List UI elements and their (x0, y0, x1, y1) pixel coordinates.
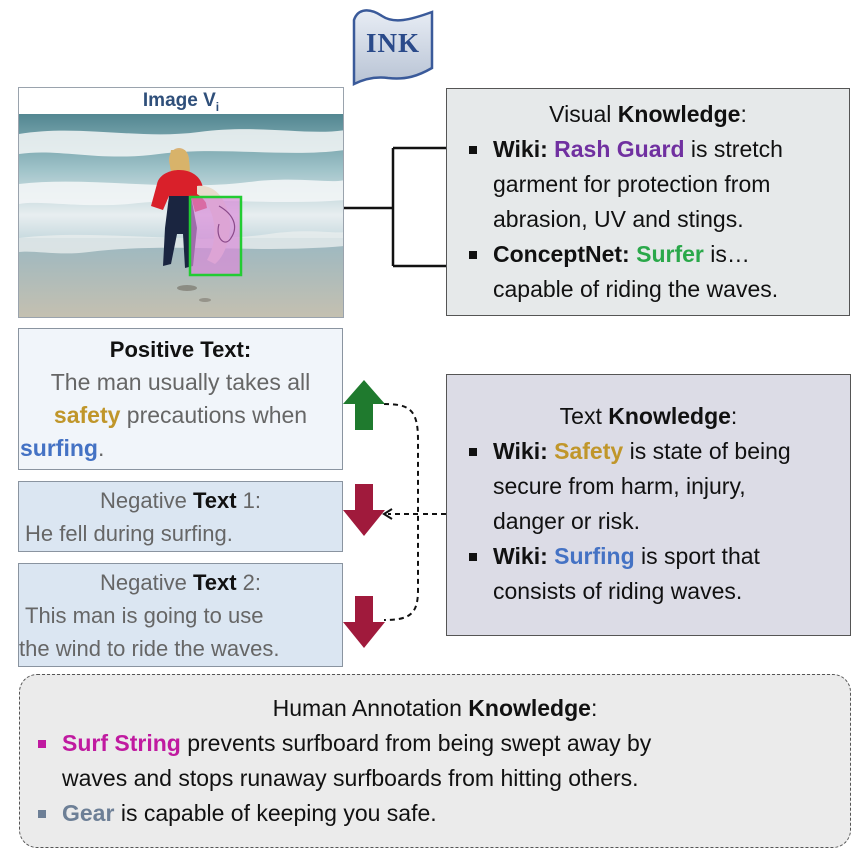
positive-text-safety-word: safety (53, 402, 121, 428)
knowledge-source: Wiki: (493, 136, 548, 162)
knowledge-text: waves and stops runaway surfboards from hitting others. (62, 765, 639, 791)
knowledge-text: danger or risk. (493, 508, 641, 534)
human-knowledge-heading-bold: Knowledge (468, 695, 591, 721)
visual-knowledge-heading-bold: Knowledge (617, 101, 741, 127)
image-title-subscript: i (215, 99, 220, 114)
negative-text-2-line: the wind to ride the waves. (19, 636, 280, 661)
negative-text-2-line: This man is going to use (25, 603, 264, 628)
positive-text-line: precautions when (120, 402, 308, 428)
image-title (19, 88, 343, 114)
knowledge-term-rash-guard: Rash Guard (554, 136, 685, 162)
knowledge-term-surfer: Surfer (636, 241, 704, 267)
negative-text-2-label-num: 2: (236, 570, 262, 595)
negative-text-1-label-bold: Text (192, 488, 237, 513)
visual-bracket-connector (344, 148, 446, 266)
down-arrow-icon (343, 596, 385, 648)
down-arrow-icon (343, 484, 385, 536)
knowledge-text: garment for protection from (493, 171, 771, 197)
knowledge-term-safety: Safety (554, 438, 624, 464)
visual-knowledge-heading-colon: : (740, 101, 747, 127)
positive-text-heading: Positive Text: (109, 337, 252, 362)
text-knowledge-heading-colon: : (730, 403, 738, 429)
up-arrow-icon (343, 380, 385, 430)
positive-text-line: . (97, 435, 105, 461)
ink-label: INK (365, 28, 420, 58)
knowledge-source: ConceptNet: (493, 241, 630, 267)
knowledge-source: Wiki: (493, 438, 548, 464)
knowledge-term-surf-string: Surf String (62, 730, 181, 756)
visual-knowledge-heading-plain: Visual (549, 101, 618, 127)
positive-text-surfing-word: surfing (20, 435, 98, 461)
positive-text-line: The man usually takes all (50, 369, 311, 395)
knowledge-text: abrasion, UV and stings. (493, 206, 744, 232)
text-knowledge-heading-bold: Knowledge (608, 403, 731, 429)
knowledge-text: secure from harm, injury, (493, 473, 746, 499)
knowledge-text: is capable of keeping you safe. (114, 800, 437, 826)
dashed-bracket-connector (384, 404, 418, 620)
negative-text-1-label-num: 1: (236, 488, 262, 513)
knowledge-text: prevents surfboard from being swept away by (180, 730, 652, 756)
knowledge-text: is sport that (634, 543, 760, 569)
knowledge-term-gear: Gear (62, 800, 115, 826)
negative-text-1-line: He fell during surfing. (25, 521, 233, 546)
negative-text-2-label: Negative (99, 570, 193, 595)
knowledge-text: capable of riding the waves. (493, 276, 779, 302)
knowledge-text: is… (703, 241, 750, 267)
negative-text-1-label: Negative (99, 488, 193, 513)
knowledge-text: is state of being (623, 438, 791, 464)
text-knowledge-heading-plain: Text (559, 403, 609, 429)
knowledge-text: consists of riding waves. (493, 578, 743, 604)
knowledge-text: is stretch (684, 136, 783, 162)
negative-text-2-label-bold: Text (192, 570, 237, 595)
image-title-text: Image V (142, 90, 216, 111)
knowledge-source: Wiki: (493, 543, 548, 569)
human-knowledge-heading-colon: : (590, 695, 598, 721)
knowledge-term-surfing: Surfing (554, 543, 635, 569)
human-knowledge-heading-plain: Human Annotation (272, 695, 469, 721)
